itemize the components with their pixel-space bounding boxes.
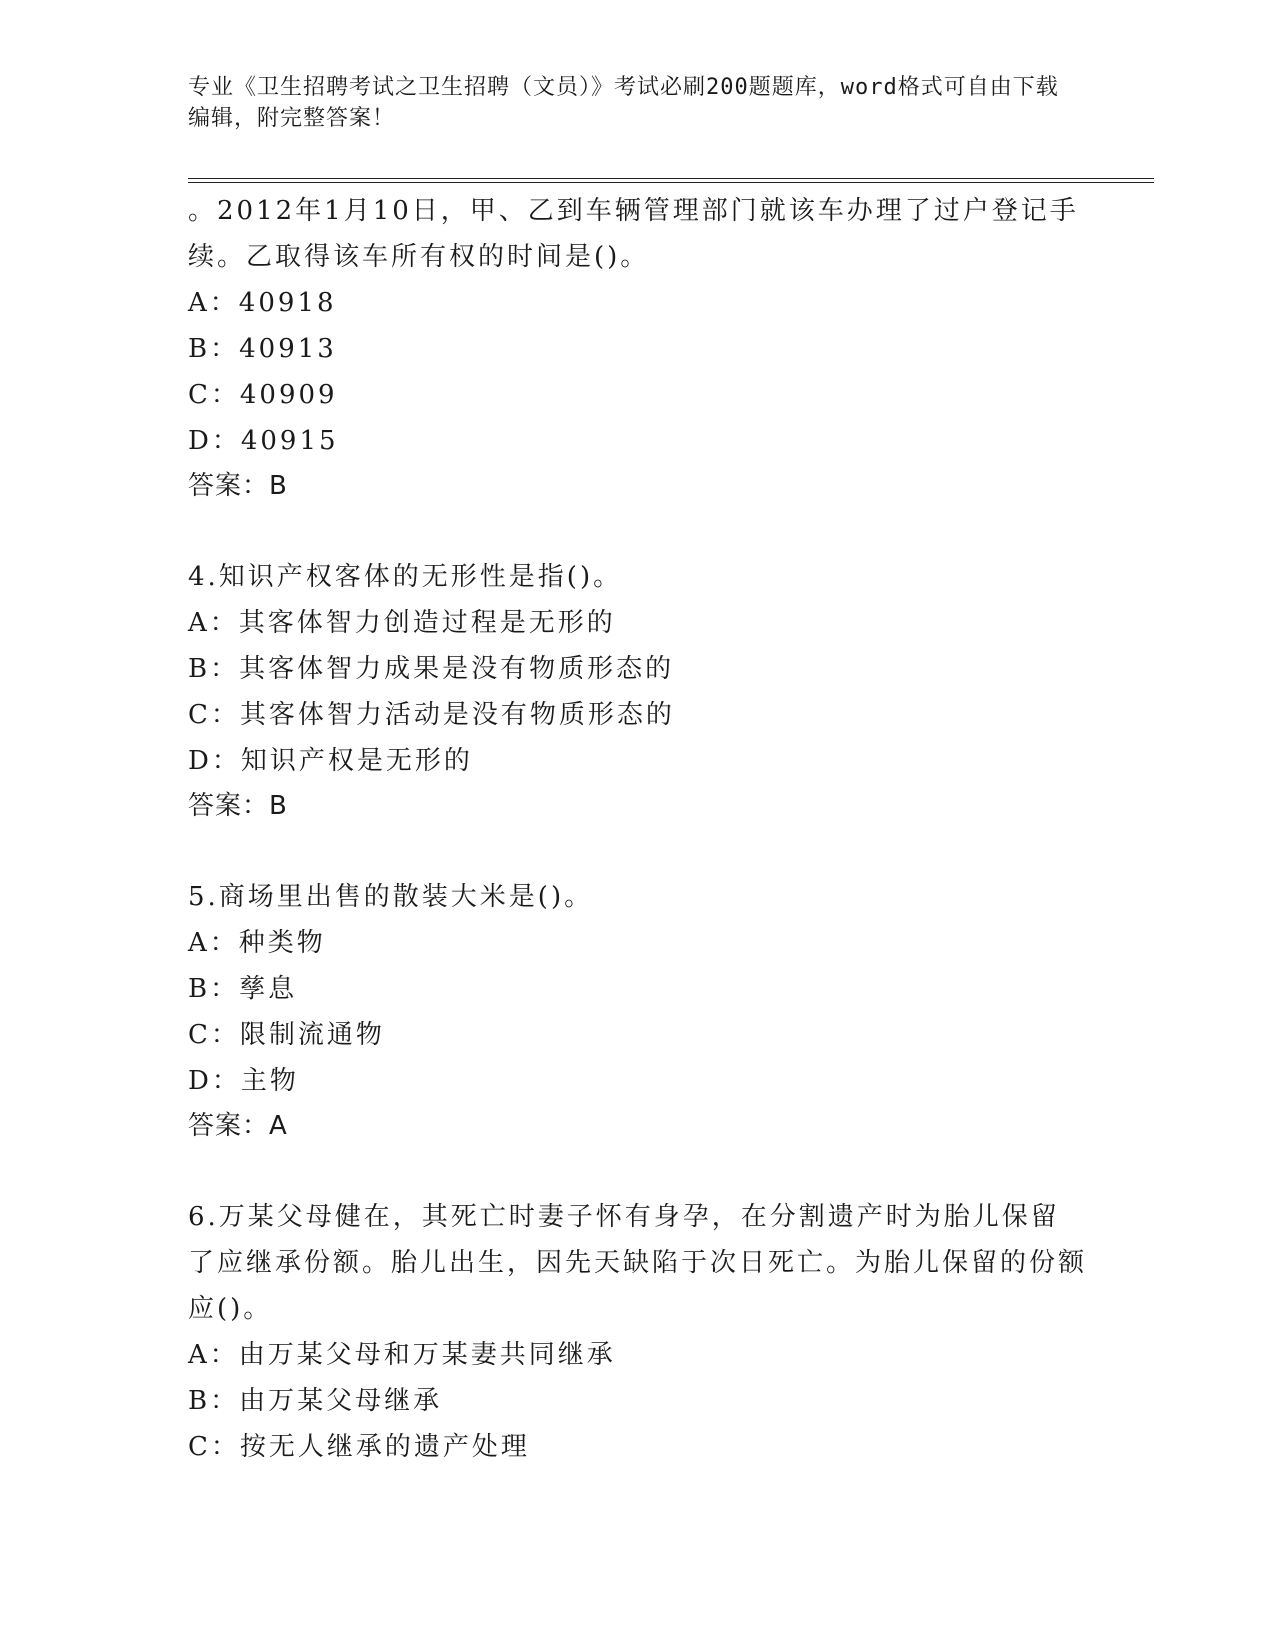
question-text: 6.万某父母健在，其死亡时妻子怀有身孕，在分割遗产时为胎儿保留了应继承份额。胎儿出生，因先天缺陷于次日死亡。为胎儿保留的份额应()。 — [188, 1202, 1088, 1324]
option-b: B：40913 — [188, 334, 337, 364]
answer-text: 答案：B — [188, 791, 288, 821]
question-text: 4.知识产权客体的无形性是指()。 — [188, 562, 623, 592]
option-a: A：其客体智力创造过程是无形的 — [188, 608, 616, 638]
option-c: C：限制流通物 — [188, 1020, 385, 1050]
document-header — [188, 72, 1068, 134]
option-c: C：其客体智力活动是没有物质形态的 — [188, 700, 675, 730]
option-b: B：由万某父母继承 — [188, 1386, 443, 1416]
question-list — [188, 188, 1088, 1516]
option-d: D：知识产权是无形的 — [188, 746, 473, 776]
option-b: B：其客体智力成果是没有物质形态的 — [188, 654, 675, 684]
option-a: A：由万某父母和万某妻共同继承 — [188, 1340, 616, 1370]
option-d: D：40915 — [188, 426, 339, 456]
option-a: A：种类物 — [188, 928, 326, 958]
question-4 — [188, 554, 1088, 828]
document-title: 专业《卫生招聘考试之卫生招聘（文员）》考试必刷200题题库，word格式可自由下载编辑，附完整答案！ — [188, 75, 1059, 131]
option-c: C：40909 — [188, 380, 338, 410]
question-6 — [188, 1194, 1088, 1470]
header-divider — [188, 178, 1154, 183]
option-d: D：主物 — [188, 1066, 299, 1096]
question-3 — [188, 188, 1088, 508]
question-text: 。2012年1月10日，甲、乙到车辆管理部门就该车办理了过户登记手续。乙取得该车所有权的时间是()。 — [188, 196, 1079, 272]
option-b: B：孳息 — [188, 974, 298, 1004]
answer-text: 答案：B — [188, 471, 288, 501]
option-a: A：40918 — [188, 288, 337, 318]
question-text: 5.商场里出售的散装大米是()。 — [188, 882, 594, 912]
answer-text: 答案：A — [188, 1111, 288, 1141]
question-5 — [188, 874, 1088, 1148]
option-c: C：按无人继承的遗产处理 — [188, 1432, 530, 1462]
